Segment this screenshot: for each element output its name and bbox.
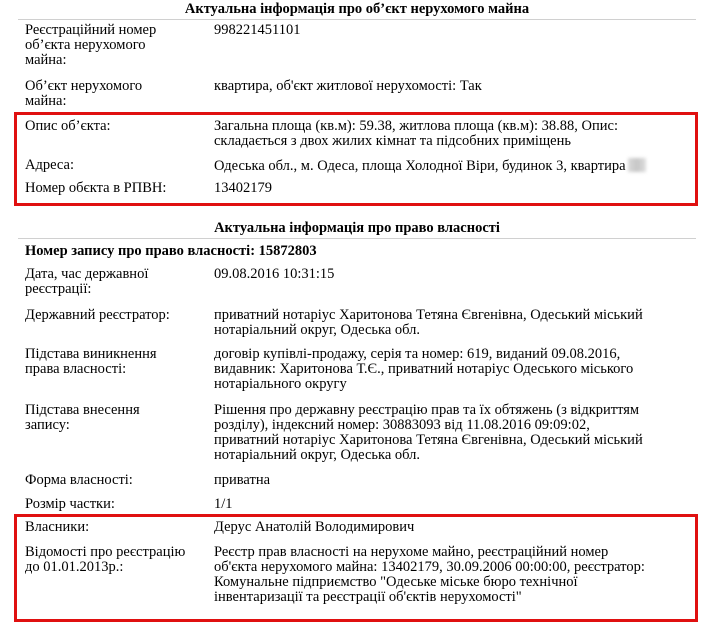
section-divider — [18, 238, 696, 239]
address-value-wrap — [214, 158, 699, 174]
registration-number-label: Реєстраційний номер об’єкта нерухомого майна: — [25, 22, 157, 68]
address-value: Одеська обл., м. Одеса, площа Холодної Віри, будинок 3, квартира — [214, 158, 626, 174]
registration-number-value: 998221451101 — [214, 22, 301, 38]
registrar-label: Державний реєстратор: — [25, 307, 170, 323]
share-size-value: 1/1 — [214, 496, 233, 512]
rpvn-number-label: Номер обєкта в РПВН: — [25, 180, 167, 196]
pre-2013-registration-value: Реєстр прав власності на нерухоме майно, реєстраційний номер об'єкта нерухомого майна: 13402179, 30.09.2006 00:00:00, реєстратор: Комунальне підприємство "Одеське міське бюро технічної інвентаризації та реєстрації об'єктів нерухомості" — [214, 544, 645, 605]
record-number-heading: Номер запису про право власності: 15872803 — [25, 243, 317, 259]
pre-2013-registration-label: Відомості про реєстрацію до 01.01.2013р.: — [25, 544, 186, 575]
owners-value: Дерус Анатолій Володимирович — [214, 519, 415, 535]
section-divider — [18, 19, 696, 20]
registration-date-label: Дата, час державної реєстрації: — [25, 266, 149, 297]
ownership-form-label: Форма власності: — [25, 472, 133, 488]
registration-date-value: 09.08.2016 10:31:15 — [214, 266, 335, 282]
owners-label: Власники: — [25, 519, 90, 535]
ownership-form-value: приватна — [214, 472, 271, 488]
redacted-blur — [628, 158, 646, 172]
description-label: Опис об’єкта: — [25, 118, 111, 134]
object-section-title: Актуальна інформація про об’єкт нерухомого майна — [184, 1, 530, 17]
basis-of-right-label: Підстава виникнення права власності: — [25, 346, 157, 377]
basis-of-right-value: договір купівлі-продажу, серія та номер: 619, виданий 09.08.2016, видавник: Харитонова Т.Є., приватний нотаріус Одеського міського нотаріального округу — [214, 346, 634, 392]
object-type-value: квартира, об'єкт житлової нерухомості: Так — [214, 78, 482, 94]
ownership-section-title: Актуальна інформація про право власності — [214, 220, 500, 236]
address-label: Адреса: — [25, 157, 74, 173]
registrar-value: приватний нотаріус Харитонова Тетяна Євгенівна, Одеський міський нотаріальний округ, Одеська обл. — [214, 307, 643, 338]
basis-of-record-label: Підстава внесення запису: — [25, 402, 140, 433]
rpvn-number-value: 13402179 — [214, 180, 272, 196]
object-type-label: Об’єкт нерухомого майна: — [25, 78, 143, 109]
description-value: Загальна площа (кв.м): 59.38, житлова площа (кв.м): 38.88, Опис: складається з двох жилих кімнат та підсобних приміщень — [214, 118, 618, 149]
basis-of-record-value: Рішення про державну реєстрацію прав та їх обтяжень (з відкриттям розділу), індексний номер: 30883093 від 11.08.2016 09:09:02, приватний нотаріус Харитонова Тетяна Євгенівна, Одеський міський нотаріальний округ, Одеська обл. — [214, 402, 643, 463]
share-size-label: Розмір частки: — [25, 496, 115, 512]
